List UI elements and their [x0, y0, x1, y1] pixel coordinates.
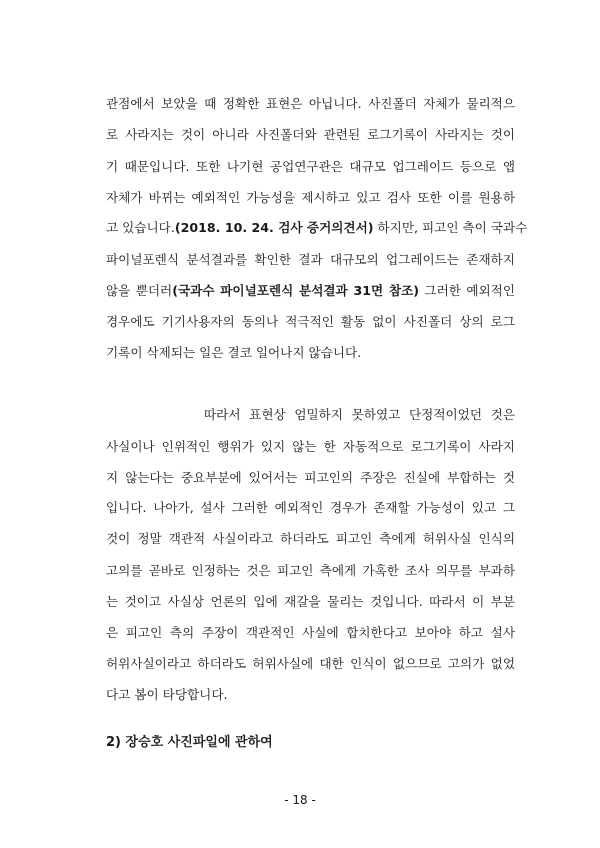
text-run: 하지만, 피고인 측이 국과수 — [373, 220, 528, 235]
text-run: 않을 뿐더러 — [106, 283, 173, 298]
text-line: 기 때문입니다. 또한 나기현 공업연구관은 대규모 업그레이드 등으로 앱 — [106, 159, 515, 174]
text-line — [106, 220, 528, 236]
text-line: 지 않는다는 중요부분에 있어서는 피고인의 주장은 진실에 부합하는 것 — [106, 470, 515, 485]
text-line: 는 것이고 사실상 언론의 입에 재갈을 물리는 것입니다. 따라서 이 부분 — [106, 594, 515, 609]
text-line: 자체가 바뀌는 예외적인 가능성을 제시하고 있고 검사 또한 이를 원용하 — [106, 190, 515, 205]
text-line — [106, 283, 515, 299]
text-line: 은 피고인 측의 주장이 객관적인 사실에 합치한다고 보아야 하고 설사 — [106, 625, 515, 640]
text-line: 관점에서 보았을 때 정확한 표현은 아닙니다. 사진폴더 자체가 물리적으 — [106, 96, 515, 111]
text-line: 따라서 표현상 엄밀하지 못하였고 단정적이었던 것은 — [204, 407, 515, 422]
text-line: 기록이 삭제되는 일은 결코 일어나지 않습니다. — [106, 345, 362, 360]
page-number: - 18 - — [284, 793, 316, 807]
text-run: 고 있습니다. — [106, 220, 175, 235]
citation-bold: (국과수 파이널포렌식 분석결과 31면 참조) — [172, 283, 420, 298]
text-line: 사실이나 인위적인 행위가 있지 않는 한 자동적으로 로그기록이 사라지 — [106, 439, 515, 454]
text-run: 그러한 예외적인 — [419, 283, 515, 298]
text-line: 것이 정말 객관적 사실이라고 하더라도 피고인 측에게 허위사실 인식의 — [106, 531, 515, 546]
citation-bold: (2018. 10. 24. 검사 증거의견서) — [174, 220, 374, 235]
text-line: 로 사라지는 것이 아니라 사진폴더와 관련된 로그기록이 사라지는 것이 — [106, 127, 515, 142]
section-heading: 2) 장승호 사진파일에 관하여 — [106, 735, 273, 750]
text-line: 다고 봄이 타당합니다. — [106, 687, 228, 702]
text-line: 입니다. 나아가, 설사 그러한 예외적인 경우가 존재할 가능성이 있고 그 — [106, 500, 515, 515]
text-line: 파이널포렌식 분석결과를 확인한 결과 대규모의 업그레이드는 존재하지 — [106, 252, 515, 267]
text-line: 고의를 곧바로 인정하는 것은 피고인 측에게 가혹한 조사 의무를 부과하 — [106, 563, 515, 578]
text-line: 허위사실이라고 하더라도 허위사실에 대한 인식이 없으므로 고의가 없었 — [106, 656, 515, 671]
text-line: 경우에도 기기사용자의 동의나 적극적인 활동 없이 사진폴더 상의 로그 — [106, 314, 515, 329]
